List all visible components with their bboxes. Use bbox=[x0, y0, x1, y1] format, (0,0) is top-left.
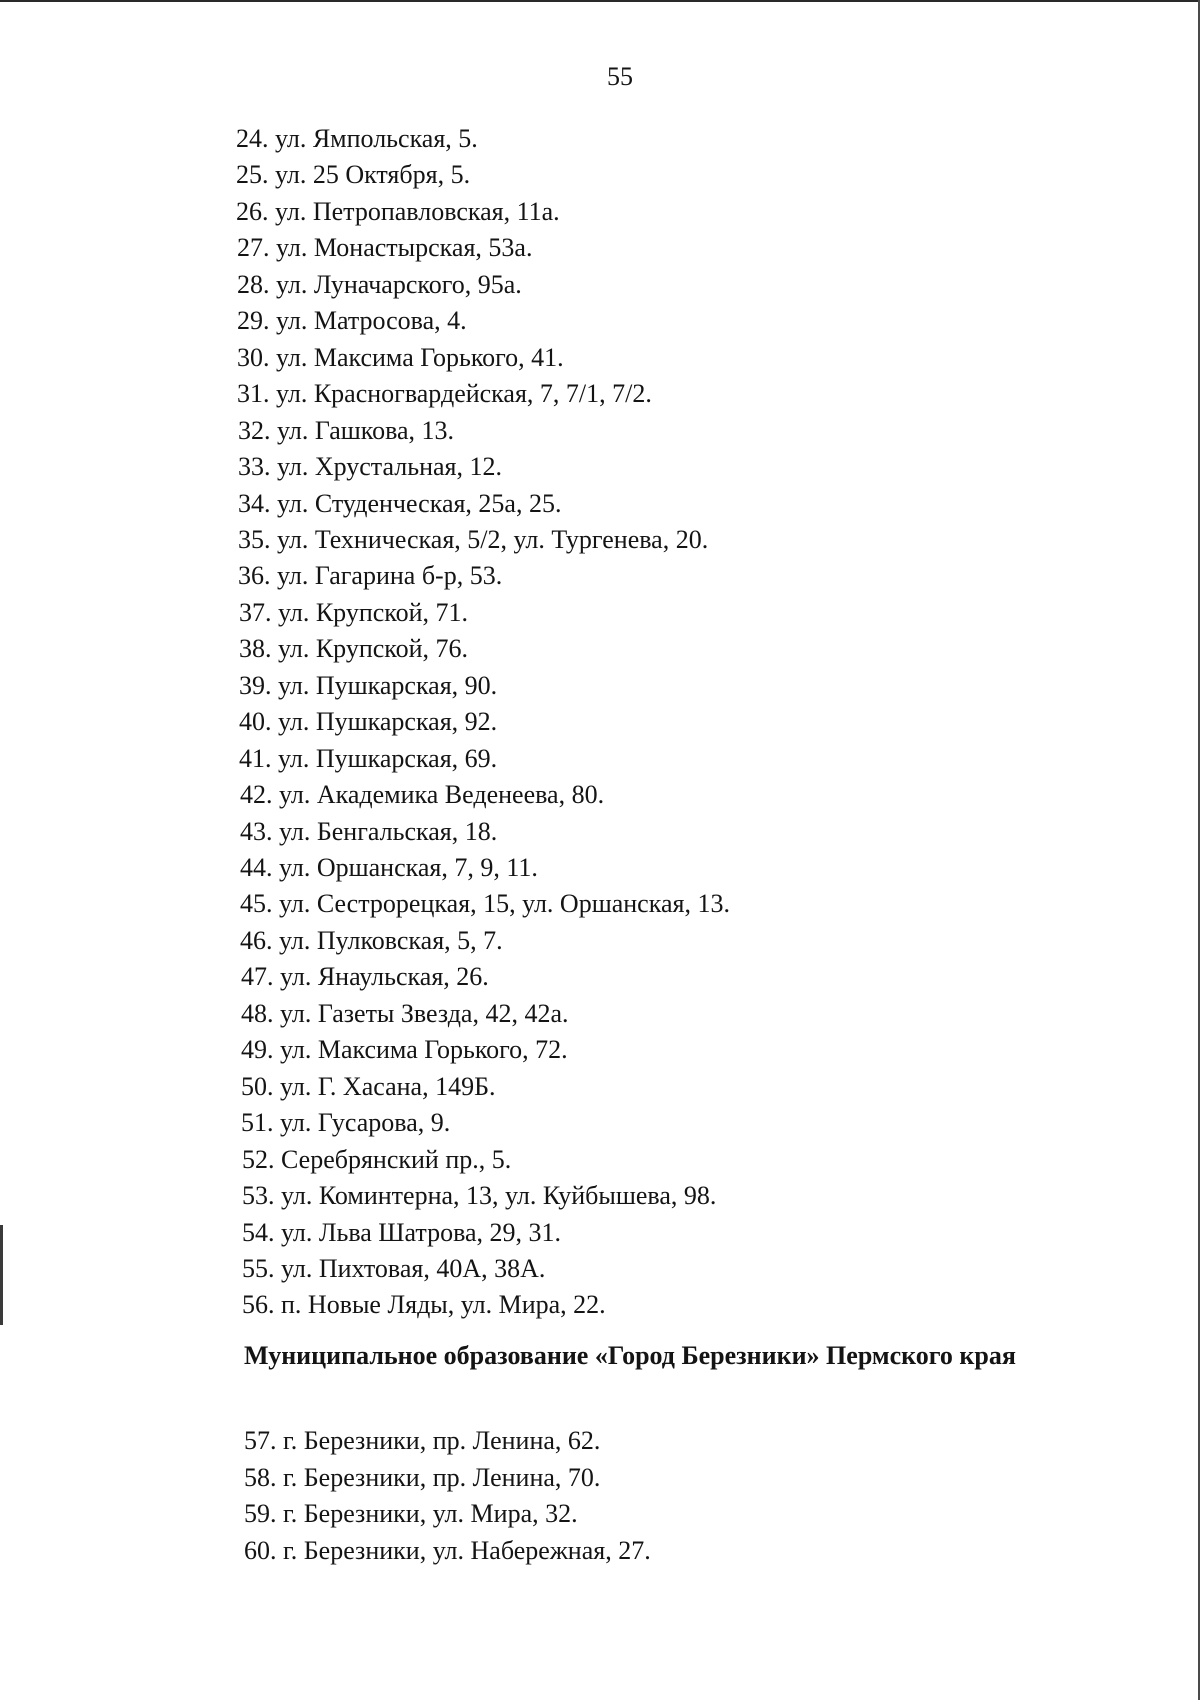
list-item: 42. ул. Академика Веденеева, 80. bbox=[240, 780, 605, 810]
section-heading: Муниципальное образование «Город Березники» Пермского края bbox=[244, 1341, 1016, 1370]
list-item: 60. г. Березники, ул. Набережная, 27. bbox=[244, 1535, 651, 1565]
list-item: 52. Серебрянский пр., 5. bbox=[242, 1144, 512, 1174]
list-item: 55. ул. Пихтовая, 40А, 38А. bbox=[242, 1253, 546, 1283]
list-item: 46. ул. Пулковская, 5, 7. bbox=[240, 925, 503, 955]
list-item: 45. ул. Сестрорецкая, 15, ул. Оршанская, 13. bbox=[240, 889, 730, 919]
list-item: 39. ул. Пушкарская, 90. bbox=[239, 670, 498, 700]
list-item: 36. ул. Гагарина б-р, 53. bbox=[238, 561, 503, 591]
list-item: 57. г. Березники, пр. Ленина, 62. bbox=[244, 1426, 601, 1455]
list-item: 28. ул. Луначарского, 95а. bbox=[237, 269, 522, 299]
page-number: 55 bbox=[607, 62, 633, 91]
scan-border-top bbox=[0, 0, 1200, 2]
list-item: 29. ул. Матросова, 4. bbox=[237, 306, 467, 336]
list-item: 43. ул. Бенгальская, 18. bbox=[240, 816, 498, 846]
list-item: 44. ул. Оршанская, 7, 9, 11. bbox=[240, 853, 538, 882]
list-item: 53. ул. Коминтерна, 13, ул. Куйбышева, 98. bbox=[242, 1181, 717, 1211]
list-item: 47. ул. Янаульская, 26. bbox=[241, 962, 489, 992]
list-item: 54. ул. Льва Шатрова, 29, 31. bbox=[242, 1217, 562, 1247]
list-item: 30. ул. Максима Горького, 41. bbox=[237, 342, 564, 372]
list-item: 56. п. Новые Ляды, ул. Мира, 22. bbox=[242, 1290, 606, 1320]
list-item: 58. г. Березники, пр. Ленина, 70. bbox=[244, 1462, 601, 1492]
list-item: 50. ул. Г. Хасана, 149Б. bbox=[241, 1071, 496, 1101]
list-item: 33. ул. Хрустальная, 12. bbox=[238, 452, 502, 482]
list-item: 35. ул. Техническая, 5/2, ул. Тургенева, 20. bbox=[238, 524, 709, 554]
list-item: 40. ул. Пушкарская, 92. bbox=[239, 707, 498, 737]
list-item: 27. ул. Монастырская, 53а. bbox=[237, 233, 533, 263]
scan-border-left bbox=[0, 1225, 3, 1325]
list-item: 37. ул. Крупской, 71. bbox=[239, 597, 469, 627]
list-item: 49. ул. Максима Горького, 72. bbox=[241, 1035, 568, 1065]
list-item: 59. г. Березники, ул. Мира, 32. bbox=[244, 1499, 578, 1528]
list-item: 38. ул. Крупской, 76. bbox=[239, 634, 469, 664]
list-item: 34. ул. Студенческая, 25а, 25. bbox=[238, 488, 562, 518]
list-item: 51. ул. Гусарова, 9. bbox=[241, 1108, 451, 1138]
list-item: 48. ул. Газеты Звезда, 42, 42а. bbox=[241, 998, 569, 1028]
list-item: 32. ул. Гашкова, 13. bbox=[238, 415, 455, 445]
list-item: 26. ул. Петропавловская, 11а. bbox=[236, 196, 560, 226]
list-item: 41. ул. Пушкарская, 69. bbox=[239, 743, 498, 773]
list-item: 25. ул. 25 Октября, 5. bbox=[236, 160, 471, 190]
list-item: 31. ул. Красногвардейская, 7, 7/1, 7/2. bbox=[237, 379, 652, 409]
list-item: 24. ул. Ямпольская, 5. bbox=[236, 124, 478, 153]
